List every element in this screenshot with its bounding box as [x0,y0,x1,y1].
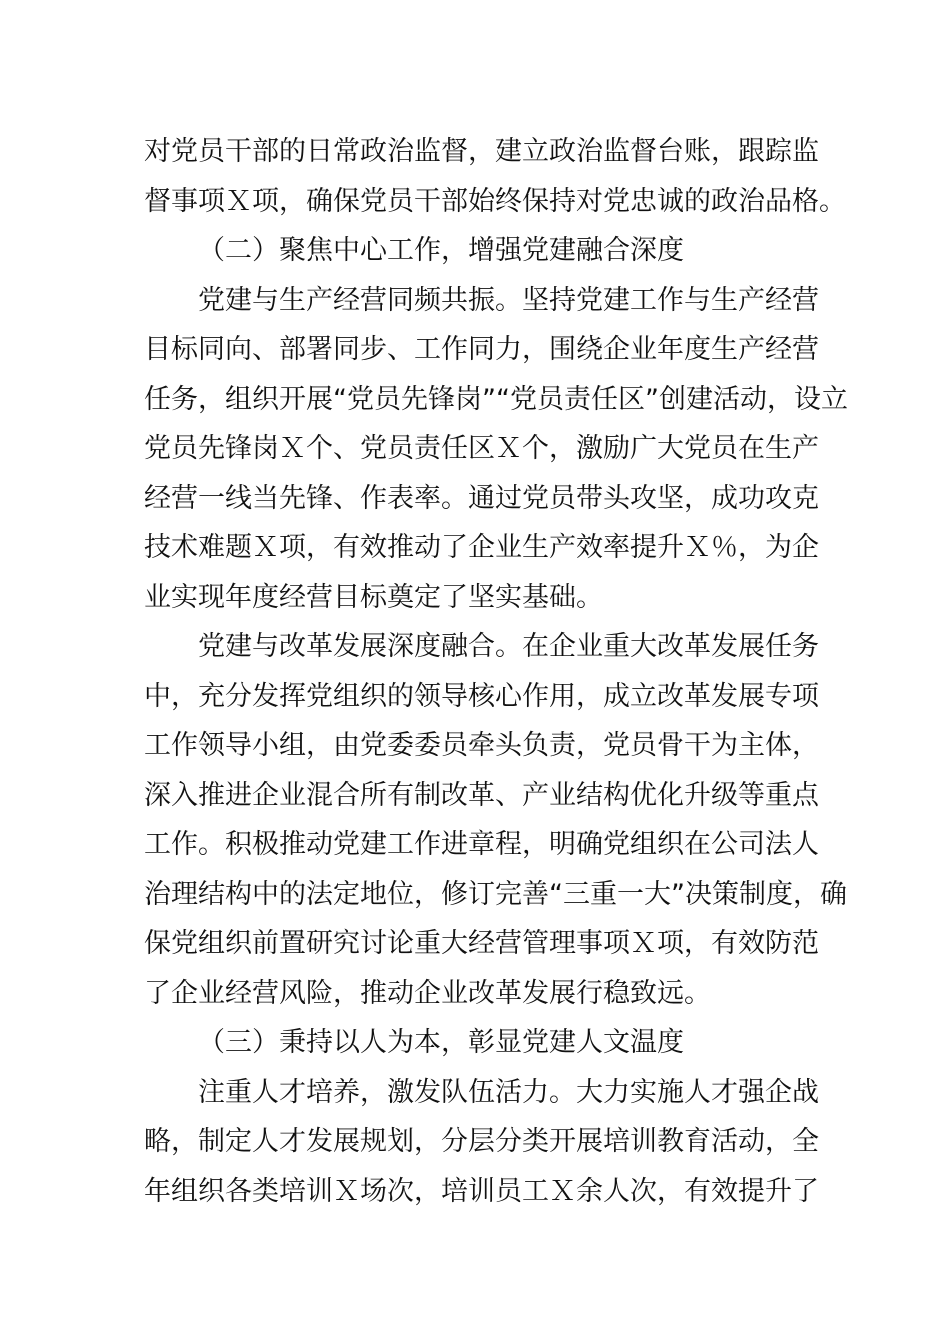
document-body [144,127,848,1216]
paragraph-line: 督事项Ｘ项，确保党员干部始终保持对党忠诚的政治品格。 [144,185,846,217]
paragraph-line: 治理结构中的法定地位，修订完善“三重一大”决策制度，确 [144,878,847,910]
paragraph-line: 技术难题Ｘ项，有效推动了企业生产效率提升Ｘ％，为企 [144,532,819,563]
paragraph-line: 经营一线当先锋、作表率。通过党员带头攻坚，成功攻克 [144,482,819,514]
section-heading: （三）秉持以人为本，彰显党建人文温度 [198,1027,684,1058]
paragraph-line: 对党员干部的日常政治监督，建立政治监督台账，跟踪监 [144,136,819,167]
section-heading: （二）聚焦中心工作，增强党建融合深度 [198,235,684,266]
paragraph-line: 深入推进企业混合所有制改革、产业结构优化升级等重点 [144,779,819,811]
paragraph-first-line: 注重人才培养，激发队伍活力。大力实施人才强企战 [198,1076,819,1108]
paragraph-line: 党员先锋岗Ｘ个、党员责任区Ｘ个，激励广大党员在生产 [144,433,819,464]
paragraph-line: 工作领导小组，由党委委员牵头负责，党员骨干为主体， [144,730,819,761]
paragraph-line: 中，充分发挥党组织的领导核心作用，成立改革发展专项 [144,680,819,712]
paragraph-line: 目标同向、部署同步、工作同力，围绕企业年度生产经营 [144,334,819,365]
paragraph-line: 业实现年度经营目标奠定了坚实基础。 [144,581,603,613]
paragraph-first-line: 党建与改革发展深度融合。在企业重大改革发展任务 [198,631,819,662]
paragraph-first-line: 党建与生产经营同频共振。坚持党建工作与生产经营 [198,284,819,316]
paragraph-line: 略，制定人才发展规划，分层分类开展培训教育活动，全 [144,1126,819,1157]
paragraph-line: 保党组织前置研究讨论重大经营管理事项Ｘ项，有效防范 [144,928,819,959]
paragraph-line: 任务，组织开展“党员先锋岗”“党员责任区”创建活动，设立 [144,383,848,415]
paragraph-line: 工作。积极推动党建工作进章程，明确党组织在公司法人 [144,829,819,860]
paragraph-line: 了企业经营风险，推动企业改革发展行稳致远。 [144,977,711,1009]
paragraph-line: 年组织各类培训Ｘ场次，培训员工Ｘ余人次，有效提升了 [144,1175,819,1207]
